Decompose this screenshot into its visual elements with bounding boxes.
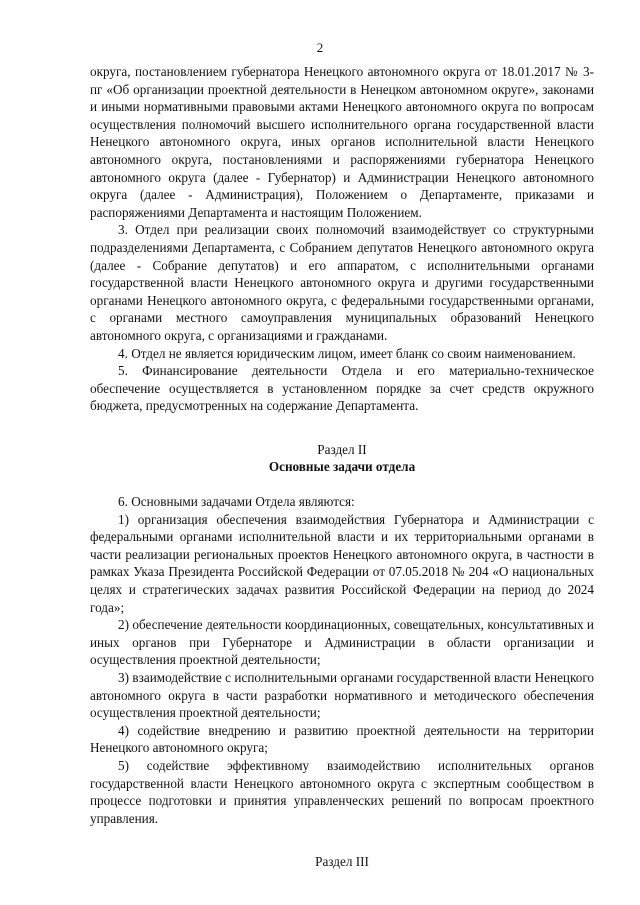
task-item-3: 3) взаимодействие с исполнительными органами государственной власти Ненецкого автономного округа в части разработки нормативного и методического обеспечения осуществления проектной деятельности; (90, 670, 594, 721)
document-body (90, 63, 594, 871)
spacer (90, 827, 594, 853)
task-item-1: 1) организация обеспечения взаимодействия Губернатора и Администрации с федеральными органами исполнительной власти и их территориальными органами в части реализации региональных проектов Ненецкого автономного округа, в частности в рамках Указа Президента Российской Федерации от 07.05.2018 № 204 «О национальных целях и стратегических задачах развития Российской Федерации на период до 2024 года»; (90, 511, 594, 615)
section-2-label: Раздел II (317, 441, 367, 457)
task-item-4: 4) содействие внедрению и развитию проектной деятельности на территории Ненецкого автономного округа; (90, 722, 594, 756)
task-item-2: 2) обеспечение деятельности координационных, совещательных, консультативных и иных органов при Губернаторе и Администрации в области организации и осуществления проектной деятельности; (90, 617, 594, 668)
task-item-5: 5) содействие эффективному взаимодействию исполнительных органов государственной власти Ненецкого автономного округа с экспертным сообществом в процессе подготовки и принятия управленческих решений по вопросам проектного управления. (90, 757, 594, 826)
paragraph-item-6: 6. Основными задачами Отдела являются: (118, 494, 355, 510)
spacer (90, 415, 594, 441)
page-number: 2 (316, 40, 324, 55)
paragraph-item-3: 3. Отдел при реализации своих полномочий взаимодействует со структурными подразделениями Департамента, с Собранием депутатов Ненецкого автономного округа (далее - Собрание депутатов) и его аппаратом, с исполнительными органами государственной власти Ненецкого автономного округа и другими государственными органами Ненецкого автономного округа, с федеральными государственными органами, с органами местного самоуправления муниципальных образований Ненецкого автономного округа, с организациями и гражданами. (90, 222, 594, 343)
paragraph-item-5: 5. Финансирование деятельности Отдела и его материально-техническое обеспечение осуществляется в установленном порядке за счет средств окружного бюджета, предусмотренных на содержание Департамента. (90, 363, 594, 414)
paragraph-continuation: округа, постановлением губернатора Ненецкого автономного округа от 18.01.2017 № 3-пг «Об организации проектной деятельности в Ненецком автономном округе», законами и иными нормативными правовыми актами Ненецкого автономного округа по вопросам осуществления полномочий высшего исполнительного органа государственной власти Ненецкого автономного округа, иных органов исполнительной власти Ненецкого автономного округа, постановлениями и распоряжениями губернатора Ненецкого автономного округа (далее - Губернатор) и Администрации Ненецкого автономного округа (далее - Администрация), Положением о Департаменте, приказами и распоряжениями Департамента и настоящим Положением. (90, 64, 594, 220)
spacer (90, 476, 594, 493)
section-3-label: Раздел III (315, 854, 369, 870)
paragraph-item-4: 4. Отдел не является юридическим лицом, имеет бланк со своим наименованием. (118, 345, 576, 361)
section-2-title: Основные задачи отдела (268, 459, 416, 475)
